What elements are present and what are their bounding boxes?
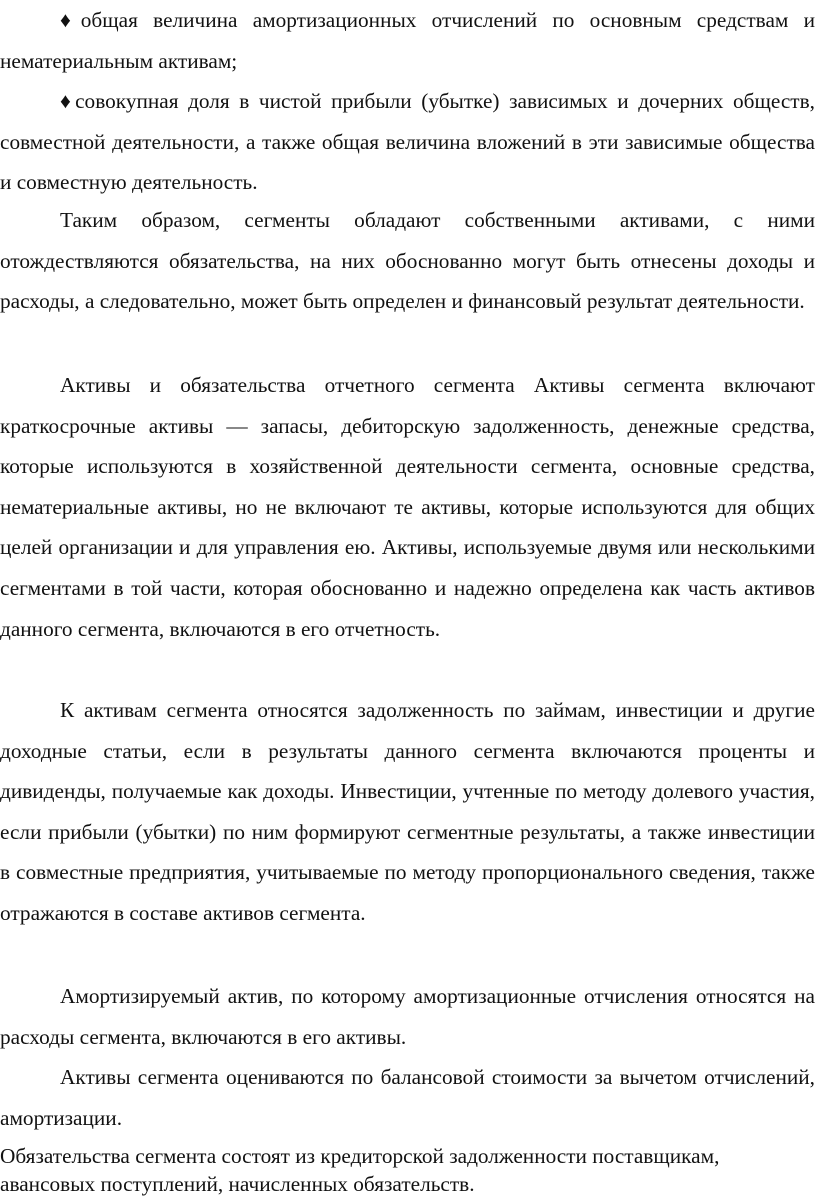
bullet-marker-1 [0,8,81,32]
bullet-item-2 [0,81,815,203]
bullet-text-1: общая величина амортизационных отчислений по основным средствам и нематериальным активам; [0,8,815,73]
bullet-text-2: совокупная доля в чистой прибыли (убытке) зависимых и дочерних обществ, совместной деятельности, а также общая величина вложений в эти зависимые общества и совместную деятельность. [0,89,815,195]
bullet-item-1 [0,0,815,81]
paragraph-asset-valuation: Активы сегмента оцениваются по балансовой стоимости за вычетом отчислений, амортизации. [0,1065,815,1130]
paragraph-segments-summary: Таким образом, сегменты обладают собственными активами, с ними отождествляются обязательства, на них обоснованно могут быть отнесены доходы и расходы, а следовательно, может быть определен и финансовый результат деятельности. [0,208,815,314]
bullet-marker-2 [0,89,75,113]
paragraph-segment-assets: Активы и обязательства отчетного сегмента Активы сегмента включают краткосрочные активы — запасы, дебиторскую задолженность, денежные средства, которые используются в хозяйственной деятельности сегмента, основные средства, нематериальные активы, но не включают те активы, которые используются для общих целей организации и для управления ею. Активы, используемые двумя или несколькими сегментами в той части, которая обоснованно и надежно определена как часть активов данного сегмента, включаются в его отчетность. [0,373,815,641]
diamond-bullet-icon: ♦ [60,89,76,113]
paragraph-segment-liabilities: Обязательства сегмента состоят из кредиторской задолженности поставщикам, авансовых поступлений, начисленных обязательств. [0,1144,720,1196]
paragraph-depreciable-asset: Амортизируемый актив, по которому амортизационные отчисления относятся на расходы сегмента, включаются в его активы. [0,984,815,1049]
diamond-bullet-icon: ♦ [60,8,81,32]
paragraph-assets-investments: К активам сегмента относятся задолженность по займам, инвестиции и другие доходные статьи, если в результаты данного сегмента включаются проценты и дивиденды, получаемые как доходы. Инвестиции, учтенные по методу долевого участия, если прибыли (убытки) по ним формируют сегментные результаты, а также инвестиции в совместные предприятия, учитываемые по методу пропорционального сведения, также отражаются в составе активов сегмента. [0,698,815,925]
